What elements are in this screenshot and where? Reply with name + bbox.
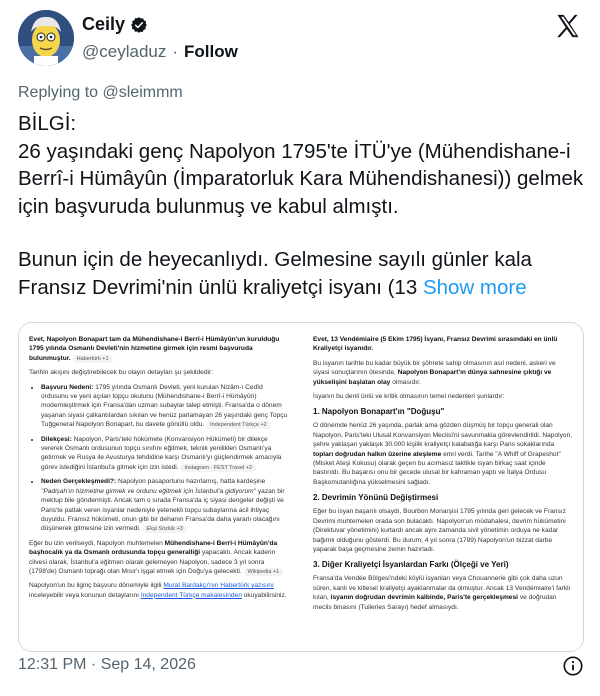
left-after	[29, 539, 291, 577]
left-item-source: Independent Türkçe +2	[206, 421, 271, 429]
right-intro-end: olmasıdır.	[392, 378, 421, 386]
right-section-text-2: emri verdi. Tarihe "A Whiff of Grapeshot" (Misket Ateşi Kokusu) olarak geçen bu acımasız taktikle isyan birkaç saat içinde bastırıldı. Bu başarısı onu bir gecede ulusal bir kahraman yaptı ve İtalya Ordusu Başkomutanlığına yükselmesini sağladı.	[313, 450, 561, 486]
left-item	[41, 383, 291, 430]
right-section-heading: 3. Diğer Kraliyetçi İsyanlardan Farkı (Ölçeği ve Yeri)	[313, 560, 509, 570]
left-item-text: 1795 yılında Osmanlı Devleti, yeni kurulan Nizâm-ı Cedîd ordusunu ve yeni açılan topçu okulunu (Mühendishane-i Berrî-i Hümâyûn) modernleştirmek için Fransa'dan uzman subaylar talep etmişti. Fransa'da o dönem yaşanan siyasi çalkantılardan sıkılan ve henüz parlamayan 26 yaşındaki genç Topçu Tuğgeneral Napolyon Bonapart, bu davete gönüllü oldu.	[41, 383, 288, 429]
left-closing-end: okuyabilirsiniz.	[243, 591, 287, 599]
left-lead: Tarihin akışını değiştirebilecek bu olayın detayları şu şekildedir:	[29, 369, 213, 377]
timestamp-link[interactable]: 12:31 PM · Sep 14, 2026	[18, 656, 196, 673]
right-section-bold: isyanın doğrudan devrimin kalbinde, Paris'te gerçekleşmesi	[330, 594, 518, 602]
name-row	[82, 14, 148, 35]
left-closing-link-2: Independent Türkçe makalesinden	[140, 591, 242, 599]
left-closing-link-1: Murat Bardakçı'nın Habertürk yazısını	[163, 582, 274, 590]
right-section-body	[313, 574, 573, 612]
left-item	[41, 477, 291, 533]
verified-badge-icon	[130, 16, 148, 34]
info-icon[interactable]	[562, 655, 584, 677]
reply-prefix: Replying to	[18, 84, 99, 101]
left-item-title: Dilekçesi:	[41, 435, 72, 443]
left-intro-source: Habertürk +1	[73, 355, 113, 363]
tweet-footer	[18, 656, 584, 680]
avatar[interactable]	[18, 10, 74, 66]
right-section-heading: 1. Napolyon Bonapart'ın "Doğuşu"	[313, 407, 445, 417]
left-after-source: Wikipedia +1	[244, 568, 284, 576]
left-intro	[29, 335, 291, 363]
right-lead: İsyanın bu denli ünlü ve kritik olmasının temel nedenleri şunlardır:	[313, 393, 505, 401]
handle-row	[82, 42, 238, 62]
left-intro-bold: Evet, Napolyon Bonapart tam da Mühendishane-i Berrî-i Hümâyûn'un kurulduğu 1795 yılında Osmanlı Devleti'nin hizmetine girmek için resmi başvuruda bulunmuştur.	[29, 336, 280, 362]
show-more-link[interactable]: Show more	[422, 275, 527, 299]
left-item	[41, 435, 291, 473]
tweet-line-info: BİLGİ:	[18, 112, 77, 135]
right-section-body	[313, 507, 573, 554]
tweet-text	[18, 110, 584, 301]
left-items	[29, 383, 291, 534]
right-intro	[313, 359, 573, 387]
tweet-header	[18, 10, 582, 70]
tweet-paragraph-2	[18, 246, 584, 301]
image-left[interactable]	[19, 323, 301, 651]
left-item-quote: "Padişah'ın hizmetine girmek ve ordunu eğitmek için İstanbul'a gidiyorum"	[41, 487, 257, 495]
left-item-text: Napolyon, Paris'teki hükümete (Konvansiyon Hükümeti) bir dilekçe vererek Osmanlı ordusunun topçu sınıfını eğitmek, teknik yenilikleri Osmanlı'ya getirmek ve Rusya ile Avusturya tehdidine karşı Osmanlı'yı güçlendirmek amacıyla görev istediğini İstanbul'a gitmek için izin istedi.	[41, 435, 282, 471]
user-handle[interactable]: @ceyladuz	[82, 42, 167, 61]
left-item-source: Ekşi Sözlük +3	[143, 525, 187, 533]
tweet-paragraph-2-text: Bunun için de heyecanlıydı. Gelmesine sayılı günler kala Fransız Devrimi'nin ünlü kraliyetçi isyanı (13	[18, 248, 532, 299]
left-closing	[29, 581, 291, 600]
right-section-text: Fransa'da Vendée Bölgesi'ndeki köylü isyanları veya Chouannerie gibi çok daha uzun süren, kanlı ve kitlesel kraliyetçi ayaklanmalar da olmuştur. Ancak 13 Vendémiaire'i farklı kılan,	[313, 575, 571, 602]
right-section-text: O dönemde henüz 26 yaşında, parlak ama gözden düşmüş bir topçu generali olan Napolyon, Paris'teki Ulusal Konvansiyon Meclisi'ni savunmakla görevlendirildi. Napolyon, şehre yaklaşan yaklaşık 30.000 kişilik kraliyetçi kalabalığa karşı Paris sokaklarında	[313, 422, 573, 449]
reply-to-handle[interactable]: @sleimmm	[102, 84, 183, 101]
paragraph-gap	[18, 220, 584, 246]
x-logo-icon[interactable]	[554, 12, 582, 40]
left-item-title: Neden Gerçekleşmedi?:	[41, 478, 117, 486]
right-section-text: Eğer bu isyan başarılı olsaydı, Bourbon Monarşisi 1795 yılında geri gelecek ve Fransız Devrimi muhtemelen orada son bulacaktı. Napolyon'un müdahalesi, devrim hükümetini (Direktuvar yönetimini) kurtardı ancak aynı zamanda sivil yönetimin orduya ne kadar bağımlı olduğunu gösterdi. Bu durum, 4 yıl sonra (1799) Napolyon'un bizzat darbe yaparak başa geçmesine zemin hazırladı.	[313, 508, 566, 553]
left-after-bold: Mühendishane-i Berrî-i Hümâyûn'da başhocalık ya da Osmanlı ordusunda topçu generalliği	[29, 539, 278, 557]
right-section-heading: 2. Devrimin Yönünü Değiştirmesi	[313, 493, 439, 503]
right-section-text-2: ve doğrudan meclis binasını (Tuileries Sarayı) hedef almasıydı.	[313, 594, 557, 611]
right-intro-bold-text: Evet, 13 Vendémiaire (5 Ekim 1795) İsyanı, Fransız Devrimi sırasındaki en ünlü Kraliyetçi isyanıdır.	[313, 336, 558, 353]
right-intro-bold-2: Napolyon Bonapart'ın dünya sahnesine çıktığı ve yükselişini başlatan olay	[313, 369, 552, 386]
right-section-bold: topları doğrudan halkın üzerine ateşleme	[313, 450, 442, 458]
left-closing-mid: inceleyebilir veya konunun detaylarını	[29, 591, 139, 599]
left-after-text: yapacaktı. Ancak kaderin cilvesi olarak, İstanbul'a eğitmen olarak gelemeyen Napolyon, sadece 3 yıl sonra (1798'de) Osmanlı toprağı olan Mısır'ı işgal etmek için Doğu'ya gelecekti.	[29, 549, 276, 575]
attached-images	[18, 322, 584, 652]
avatar-image	[18, 10, 74, 66]
left-after-lead: Eğer bu izin verilseydi, Napolyon muhtemelen	[29, 539, 163, 547]
tweet-paragraph-1: 26 yaşındaki genç Napolyon 1795'te İTÜ'ye (Mühendishane-i Berrî-i Hümâyûn (İmparatorluk Kara Mühendishanesi)) gelmek için başvuruda bulunmuş ve kabul almıştı.	[18, 139, 584, 218]
display-name[interactable]: Ceily	[82, 14, 126, 34]
image-right[interactable]	[301, 323, 583, 651]
left-item-source: Instagram · FEST Travel +2	[180, 464, 256, 472]
right-section-body	[313, 421, 573, 487]
left-item-text-2: yazan bir mektup bile göndermişti. Ancak tam o sırada Fransa'da iç siyasi dengeler değişti ve Paris'te patlak veren isyanlar nedeniyle yetenekli topçu subaylarına acil ihtiyaç duyuldu. Fransız hükümeti, onun gibi bir dehanın Fransa'da daha yararlı olacağını düşünerek gitmesine izin vermedi.	[41, 487, 285, 533]
reply-context	[18, 84, 183, 102]
right-intro-text: Bu isyanın tarihte bu kadar büyük bir şöhrete sahip olmasının asıl nedeni, askeri ve siyasi sonuçlarının ötesinde,	[313, 359, 556, 377]
left-item-text: Napolyon pasaportunu hazırlamış, hatta kardeşine	[117, 478, 266, 486]
left-closing-text: Napolyon'un bu ilginç başvuru dönemiyle ilgili	[29, 582, 162, 590]
right-intro-bold	[313, 335, 573, 354]
follow-button[interactable]: Follow	[184, 42, 238, 61]
left-item-title: Başvuru Nedeni:	[41, 383, 94, 391]
separator-dot: ·	[172, 42, 179, 61]
